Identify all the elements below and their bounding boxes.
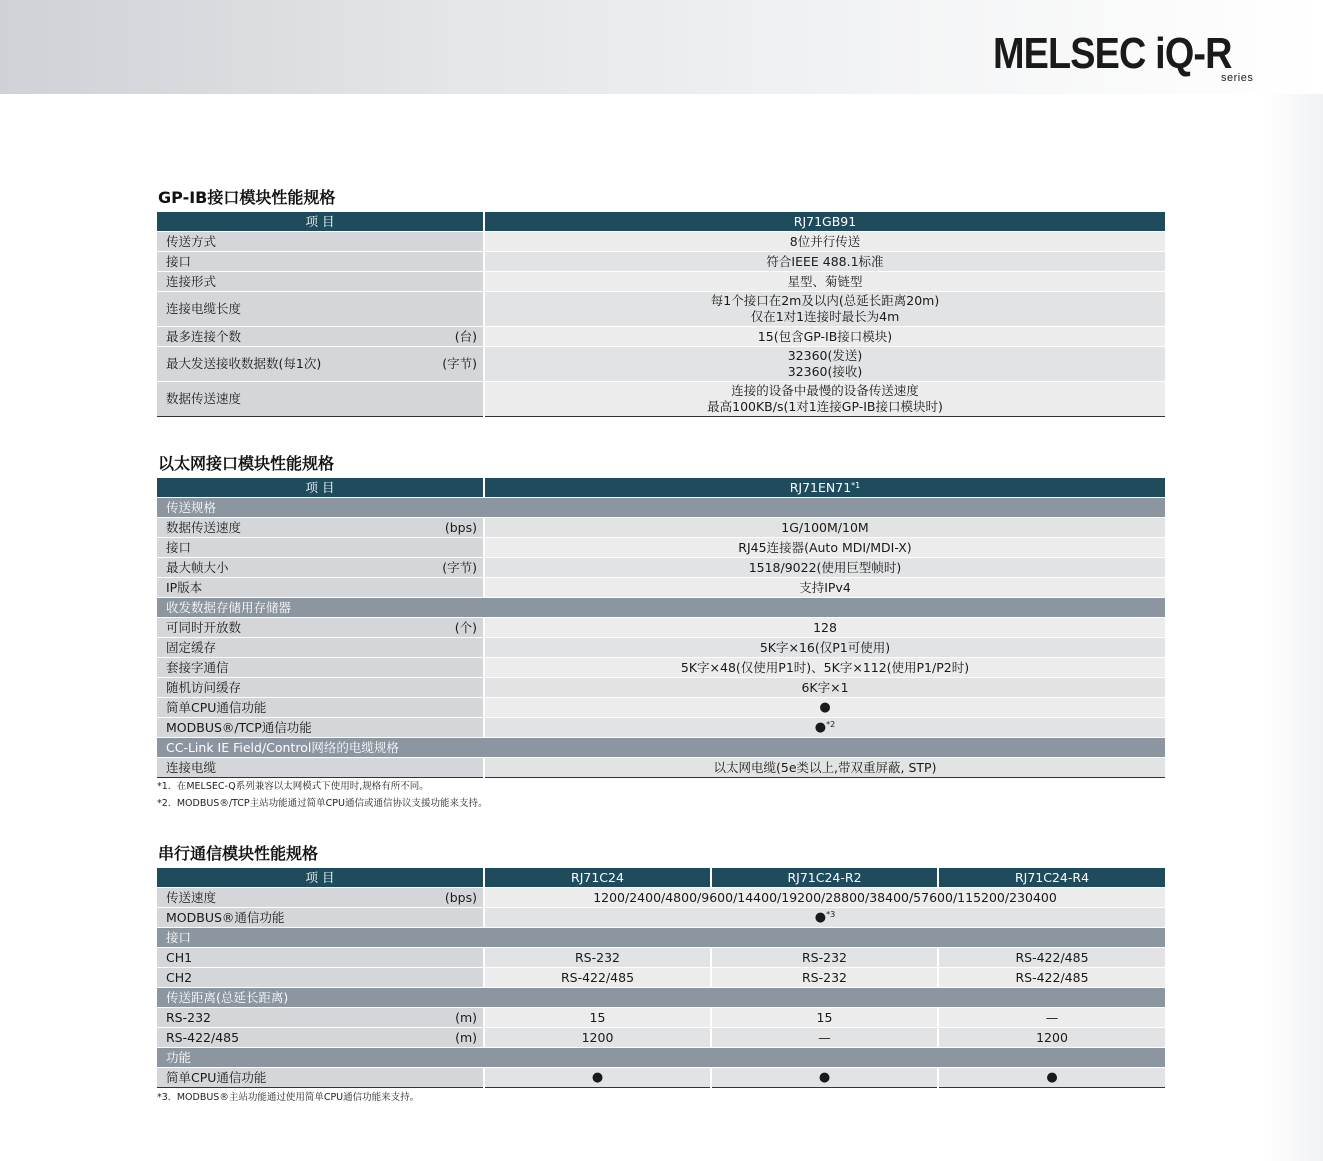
column-header	[484, 478, 1165, 498]
table-row	[157, 658, 1165, 678]
table-row	[157, 347, 1165, 382]
item-cell	[157, 1028, 484, 1048]
value-text: RS-232	[802, 969, 847, 985]
table-row	[157, 382, 1165, 417]
value-line: 符合IEEE 488.1标准	[766, 253, 884, 269]
column-header	[484, 868, 711, 888]
item-label: IP版本	[166, 579, 203, 595]
item-label: 简单CPU通信功能	[166, 1069, 267, 1085]
supported-dot: ●	[1046, 1070, 1058, 1085]
item-cell	[157, 232, 484, 252]
value-cell	[484, 292, 1165, 327]
item-label: 最大帧大小	[166, 559, 229, 575]
value-cell	[938, 1008, 1165, 1028]
table-row	[157, 908, 1165, 928]
item-cell	[157, 272, 484, 292]
value-cell	[711, 1068, 938, 1088]
item-cell	[157, 758, 484, 778]
group-row	[157, 1048, 1165, 1068]
item-cell	[157, 382, 484, 417]
value-text: RS-232	[575, 949, 620, 965]
value-text: 6K字×1	[801, 679, 849, 695]
item-label: 连接电缆	[166, 759, 217, 775]
table-header-row	[157, 212, 1165, 232]
table-row	[157, 888, 1165, 908]
value-cell	[484, 518, 1165, 538]
column-header	[157, 478, 484, 498]
gpib-spec-table	[157, 212, 1165, 417]
value-text: RS-232	[802, 949, 847, 965]
value-cell	[484, 718, 1165, 738]
table-row	[157, 538, 1165, 558]
value-text: 1200/2400/4800/9600/14400/19200/28800/38400/57600/115200/230400	[593, 889, 1057, 905]
item-label: 简单CPU通信功能	[166, 699, 267, 715]
item-label: MODBUS®通信功能	[166, 909, 285, 925]
value-cell	[484, 578, 1165, 598]
item-cell	[157, 908, 484, 928]
table-row	[157, 678, 1165, 698]
value-text: 以太网电缆(5e类以上,带双重屏蔽, STP)	[713, 759, 937, 775]
value-cell	[484, 558, 1165, 578]
item-cell	[157, 327, 484, 347]
group-label: 功能	[157, 1048, 1165, 1068]
value-line: 最高100KB/s(1对1连接GP-IB接口模块时)	[707, 399, 943, 414]
group-row	[157, 988, 1165, 1008]
value-text: 15	[589, 1009, 606, 1025]
ethernet-title: 以太网接口模块性能规格	[158, 454, 335, 473]
table-row	[157, 1008, 1165, 1028]
unit-label: (bps)	[444, 519, 477, 535]
item-label: CH2	[166, 969, 193, 985]
unit-label: (个)	[454, 619, 477, 635]
value-text: 1G/100M/10M	[781, 519, 869, 535]
supported-dot: ●	[814, 720, 827, 735]
value-line: 星型、菊链型	[787, 273, 863, 289]
item-cell	[157, 968, 484, 988]
item-label: 连接电缆长度	[166, 301, 242, 316]
value-cell	[484, 618, 1165, 638]
item-cell	[157, 538, 484, 558]
column-header	[938, 868, 1165, 888]
value-cell	[484, 638, 1165, 658]
value-cell	[484, 968, 711, 988]
item-cell	[157, 678, 484, 698]
supported-dot: ●	[818, 1070, 831, 1085]
item-cell	[157, 948, 484, 968]
value-cell	[938, 1068, 1165, 1088]
footnote-mark: *1	[851, 480, 861, 490]
value-cell	[484, 538, 1165, 558]
supported-dot: ●	[814, 910, 827, 925]
item-cell	[157, 558, 484, 578]
value-text: 1518/9022(使用巨型帧时)	[748, 559, 902, 575]
item-cell	[157, 518, 484, 538]
item-label: RS-232	[166, 1009, 211, 1025]
item-label: 传送方式	[166, 233, 217, 249]
value-cell	[484, 382, 1165, 417]
column-header-label: 项 目	[305, 479, 335, 495]
value-cell	[938, 968, 1165, 988]
table-row	[157, 558, 1165, 578]
value-cell	[484, 948, 711, 968]
item-cell	[157, 888, 484, 908]
item-cell	[157, 292, 484, 327]
value-cell	[711, 1028, 938, 1048]
column-header-label: 项 目	[305, 213, 335, 229]
unit-label: (字节)	[442, 559, 477, 575]
item-label: 连接形式	[166, 273, 217, 289]
table-header-row	[157, 478, 1165, 498]
value-line: 每1个接口在2m及以内(总延长距离20m)	[710, 293, 940, 308]
item-cell	[157, 1008, 484, 1028]
table-row	[157, 327, 1165, 347]
column-header-label: RJ71EN71	[789, 479, 852, 495]
item-cell	[157, 252, 484, 272]
value-line: 仅在1对1连接时最长为4m	[750, 309, 900, 324]
column-header-label: 项 目	[305, 869, 335, 885]
footnote-mark: *3	[826, 910, 836, 919]
item-cell	[157, 578, 484, 598]
serial-spec-table	[157, 868, 1165, 1088]
value-line: 8位并行传送	[789, 233, 861, 249]
column-header	[157, 212, 484, 232]
value-cell	[484, 1008, 711, 1028]
value-cell	[484, 658, 1165, 678]
value-line: 15(包含GP-IB接口模块)	[757, 328, 893, 344]
logo-text: MELSEC iQ-R	[993, 29, 1232, 78]
group-label: CC-Link IE Field/Control网络的电缆规格	[157, 738, 1165, 758]
column-header	[484, 212, 1165, 232]
value-text: 15	[816, 1009, 833, 1025]
value-cell	[484, 888, 1165, 908]
table-row	[157, 758, 1165, 778]
value-text: 128	[813, 619, 837, 635]
unit-label: (m)	[455, 1029, 477, 1045]
item-cell	[157, 638, 484, 658]
unit-label: (m)	[455, 1009, 477, 1025]
table-row	[157, 968, 1165, 988]
value-text: RS-422/485	[1015, 969, 1089, 985]
value-text: 1200	[1036, 1029, 1068, 1045]
value-cell	[484, 252, 1165, 272]
table-header-row	[157, 868, 1165, 888]
value-cell	[711, 948, 938, 968]
value-text: 5K字×16(仅P1可使用)	[759, 639, 891, 655]
value-cell	[484, 678, 1165, 698]
column-header-label: RJ71GB91	[793, 213, 857, 229]
item-label: CH1	[166, 949, 193, 965]
item-cell	[157, 698, 484, 718]
item-label: 传送速度	[166, 889, 217, 905]
group-row	[157, 598, 1165, 618]
ethernet-spec-table	[157, 478, 1165, 778]
item-cell	[157, 658, 484, 678]
unit-label: (bps)	[444, 889, 477, 905]
footnote-mark: *2	[826, 720, 836, 729]
value-cell	[484, 327, 1165, 347]
item-label: 接口	[166, 539, 192, 555]
table-row	[157, 618, 1165, 638]
value-cell	[484, 1068, 711, 1088]
group-row	[157, 498, 1165, 518]
value-line: 32360(发送)	[787, 348, 863, 363]
column-header-label: RJ71C24-R2	[787, 869, 862, 885]
value-cell	[484, 758, 1165, 778]
group-label: 传送距离(总延长距离)	[157, 988, 1165, 1008]
melsec-logo	[993, 28, 1273, 88]
group-label: 接口	[157, 928, 1165, 948]
ethernet-note-2: *2. MODBUS®/TCP主站功能通过简单CPU通信或通信协议支援功能来支持。	[157, 798, 488, 809]
value-cell	[938, 948, 1165, 968]
gpib-title: GP-IB接口模块性能规格	[158, 188, 336, 207]
item-label: 数据传送速度	[166, 391, 242, 406]
value-text: 5K字×48(仅使用P1时)、5K字×112(使用P1/P2时)	[680, 659, 970, 675]
table-row	[157, 518, 1165, 538]
item-label: 可同时开放数	[166, 619, 242, 635]
group-label: 传送规格	[157, 498, 1165, 518]
value-cell	[484, 698, 1165, 718]
group-row	[157, 738, 1165, 758]
table-row	[157, 578, 1165, 598]
item-cell	[157, 718, 484, 738]
value-cell	[938, 1028, 1165, 1048]
value-text: RS-422/485	[1015, 949, 1089, 965]
column-header	[157, 868, 484, 888]
table-row	[157, 1028, 1165, 1048]
item-label: 最大发送接收数据数(每1次)	[166, 356, 322, 371]
item-label: 固定缓存	[166, 639, 217, 655]
value-cell	[484, 272, 1165, 292]
group-label: 收发数据存储用存储器	[157, 598, 1165, 618]
value-line: 32360(接收)	[787, 364, 863, 379]
item-label: 随机访问缓存	[166, 679, 242, 695]
item-label: 接口	[166, 253, 192, 269]
logo-series: series	[1221, 72, 1254, 84]
serial-note-3: *3. MODBUS®主站功能通过使用简单CPU通信功能来支持。	[157, 1092, 420, 1103]
serial-title: 串行通信模块性能规格	[158, 844, 319, 863]
table-row	[157, 272, 1165, 292]
table-row	[157, 718, 1165, 738]
table-row	[157, 292, 1165, 327]
right-edge-fade	[1263, 94, 1323, 1161]
unit-label: (台)	[454, 328, 477, 344]
ethernet-note-1: *1. 在MELSEC-Q系列兼容以太网模式下使用时,规格有所不同。	[157, 781, 429, 792]
item-label: 数据传送速度	[166, 519, 242, 535]
value-cell	[484, 908, 1165, 928]
supported-dot: ●	[819, 700, 831, 715]
value-text: RS-422/485	[560, 969, 635, 985]
value-text: RJ45连接器(Auto MDI/MDI-X)	[738, 539, 912, 555]
value-cell	[484, 232, 1165, 252]
value-cell	[484, 1028, 711, 1048]
table-row	[157, 638, 1165, 658]
table-row	[157, 698, 1165, 718]
value-cell	[484, 347, 1165, 382]
unit-label: (字节)	[442, 356, 477, 371]
column-header-label: RJ71C24	[571, 869, 624, 885]
column-header-label: RJ71C24-R4	[1014, 869, 1090, 885]
supported-dot: ●	[591, 1070, 604, 1085]
value-line: 连接的设备中最慢的设备传送速度	[731, 383, 919, 398]
item-label: RS-422/485	[166, 1029, 240, 1045]
value-cell	[711, 1008, 938, 1028]
item-label: MODBUS®/TCP通信功能	[166, 719, 312, 735]
value-cell	[711, 968, 938, 988]
item-label: 套接字通信	[166, 659, 229, 675]
table-row	[157, 948, 1165, 968]
column-header	[711, 868, 938, 888]
value-text: 支持IPv4	[799, 579, 851, 595]
value-text: 1200	[581, 1029, 614, 1045]
value-text: —	[1045, 1009, 1059, 1025]
table-row	[157, 232, 1165, 252]
table-row	[157, 252, 1165, 272]
value-text: —	[818, 1029, 831, 1045]
item-cell	[157, 618, 484, 638]
item-cell	[157, 347, 484, 382]
item-cell	[157, 1068, 484, 1088]
item-label: 最多连接个数	[166, 328, 242, 344]
group-row	[157, 928, 1165, 948]
table-row	[157, 1068, 1165, 1088]
